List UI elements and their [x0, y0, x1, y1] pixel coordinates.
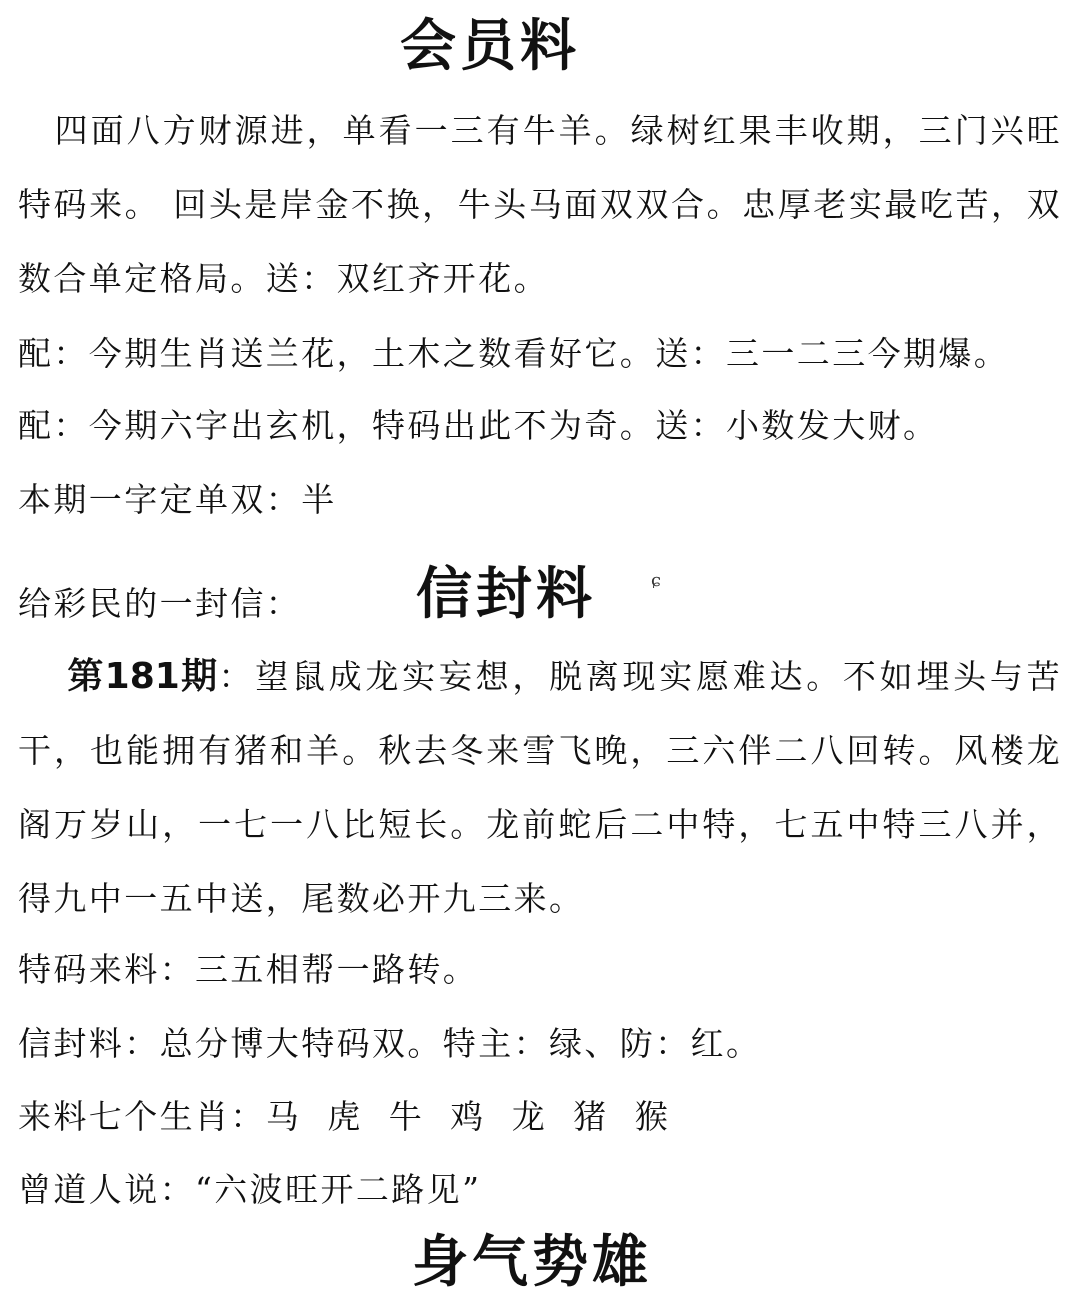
single-double-line: 本期一字定单双：半: [18, 480, 337, 519]
zodiac-label: 来料七个生肖：: [18, 1097, 266, 1136]
zodiac-list: 马 虎 牛 鸡 龙 猪 猴: [265, 1097, 677, 1136]
bottom-title: 身气势雄: [412, 1229, 652, 1295]
envelope-line: 信封料：总分博大特码双。特主：绿、防：红。: [18, 1024, 762, 1063]
letter-title: 信封料: [416, 561, 596, 627]
scan-speck: ɕ: [651, 570, 662, 591]
member-paragraph-text: 四面八方财源进，单看一三有牛羊。绿树红果丰收期，三门兴旺特码来。 回头是岸金不换，牛头马面双双合。忠厚老实最吃苦，双数合单定格局。送：双红齐开花。: [18, 111, 1062, 298]
member-paragraph: [18, 94, 1062, 316]
member-title: 会员料: [400, 13, 580, 79]
letter-paragraph: [18, 640, 1062, 936]
letter-paragraph-text: ：望鼠成龙实妄想，脱离现实愿难达。不如埋头与苦干，也能拥有猪和羊。秋去冬来雪飞晚，三六伴二八回转。风楼龙阁万岁山，一七一八比短长。龙前蛇后二中特，七五中特三八并，得九中一五中送，尾数必开九三来。: [18, 657, 1062, 918]
letter-intro: 给彩民的一封信：: [18, 584, 302, 623]
pei-line-1: 配：今期生肖送兰花，土木之数看好它。送：三一二三今期爆。: [18, 334, 1010, 373]
daoist-line: 曾道人说：“六波旺开二路见”: [18, 1170, 482, 1209]
issue-number: 第181期: [66, 656, 219, 697]
tema-source-line: 特码来料：三五相帮一路转。: [18, 950, 479, 989]
pei-line-2: 配：今期六字出玄机，特码出此不为奇。送：小数发大财。: [18, 406, 939, 445]
zodiac-line: [18, 1097, 677, 1137]
